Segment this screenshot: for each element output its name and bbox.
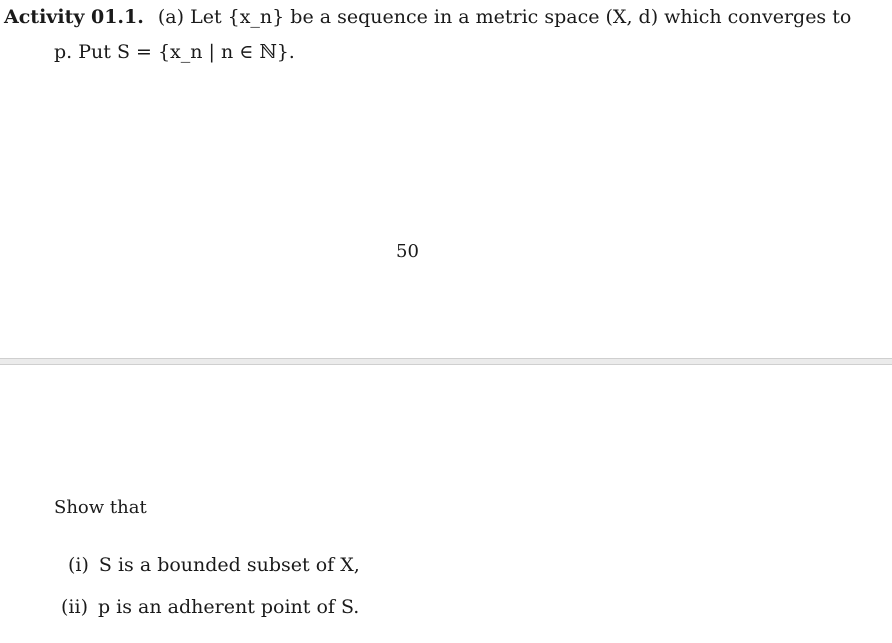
list-item-text: S is a bounded subset of X, [98,554,360,576]
list-item-marker: (ii) [61,596,88,618]
page-break-divider [0,358,892,365]
list-item-marker: (i) [68,554,89,576]
page-bottom [0,365,892,643]
list-item [61,595,359,619]
page-number: 50 [396,241,419,262]
list-item [68,553,360,577]
activity-statement-line-1 [4,5,851,29]
list-item-text: p is an adherent point of S. [97,596,360,618]
activity-text-line-1: (a) Let {x_n} be a sequence in a metric space (X, d) which converges to [157,6,852,28]
activity-statement-line-2: p. Put S = {x_n | n ∈ ℕ}. [54,41,295,63]
show-that-label: Show that [54,497,147,518]
activity-heading: Activity 01.1. [4,6,144,28]
